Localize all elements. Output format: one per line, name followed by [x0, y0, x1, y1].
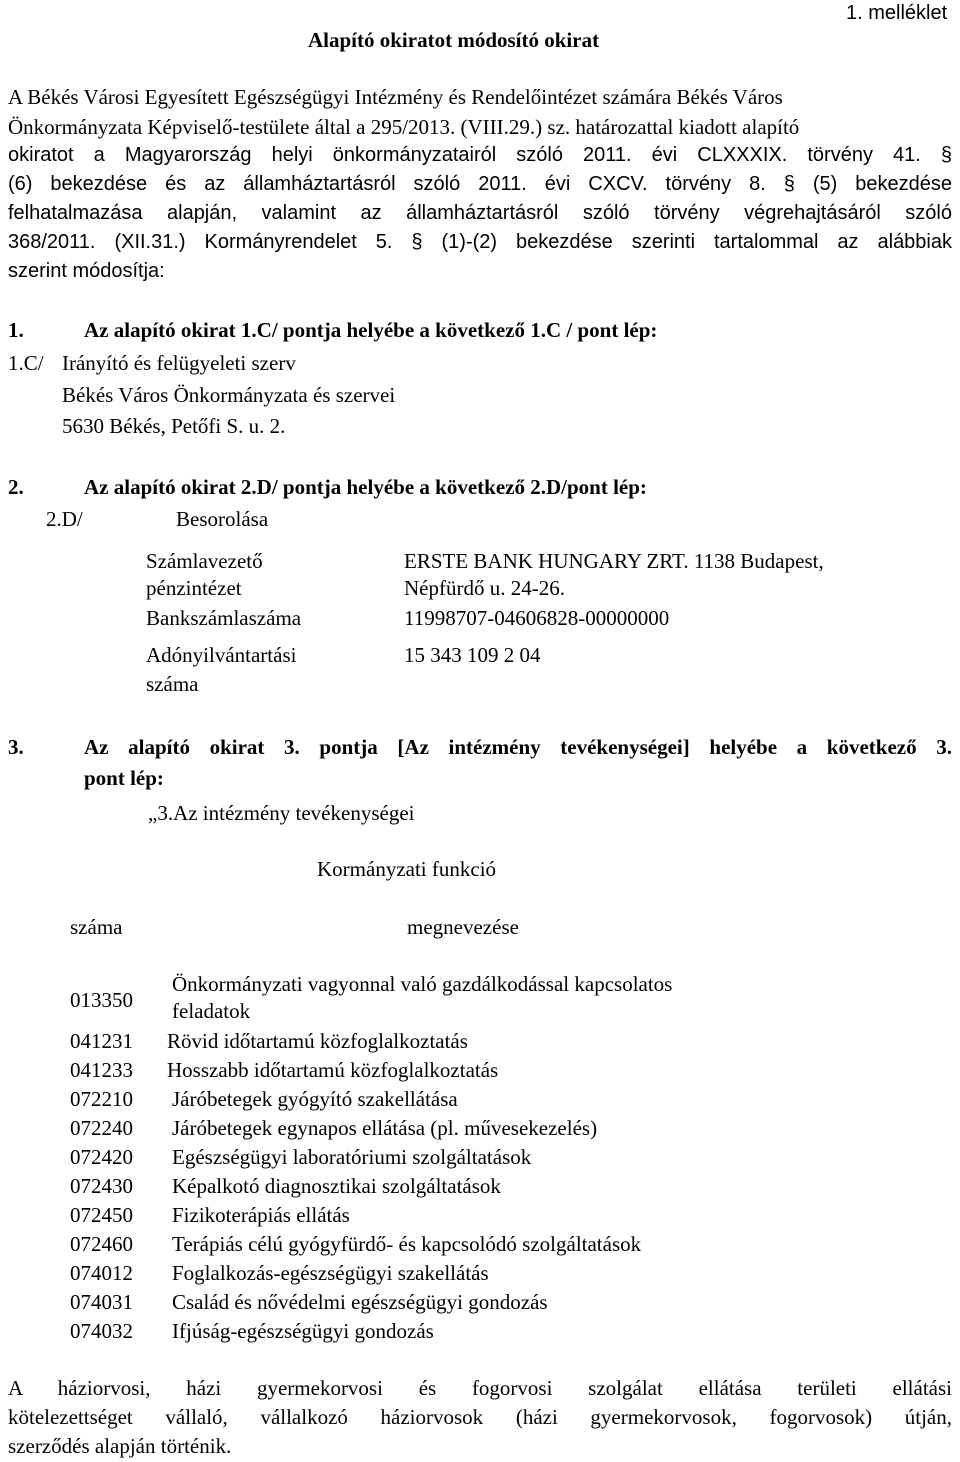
intro-line: 368/2011. (XII.31.) Kormányrendelet 5. § (1)-(2) bekezdése szerinti tartalommal az alábbiak	[8, 231, 952, 253]
function-name: Ifjúság-egészségügyi gondozás	[172, 1319, 434, 1343]
section-number: 2.	[8, 475, 24, 499]
item-code: 2.D/	[46, 507, 83, 531]
function-code: 041231	[70, 1029, 133, 1053]
intro-line: okiratot a Magyarország helyi önkormányzatairól szóló 2011. évi CLXXXIX. törvény 41. §	[8, 144, 952, 166]
table-header-name: megnevezése	[407, 915, 519, 939]
closing-line: kötelezettséget vállaló, vállalkozó háziorvosok (házi gyermekorvosok, fogorvosok) útján,	[8, 1405, 952, 1429]
intro-line: Önkormányzata Képviselő-testülete által a 295/2013. (VIII.29.) sz. határozattal kiadott alapító	[8, 115, 800, 139]
function-code: 074031	[70, 1290, 133, 1314]
section-heading: Az alapító okirat 2.D/ pontja helyébe a következő 2.D/pont lép:	[84, 475, 647, 499]
field-value: ERSTE BANK HUNGARY ZRT. 1138 Budapest,	[404, 549, 824, 573]
field-label: Számlavezető	[146, 549, 263, 573]
field-label: Adónyilvántartási	[146, 643, 297, 667]
intro-line: szerint módosítja:	[8, 260, 165, 282]
controlling-body-name: Békés Város Önkormányzata és szervei	[62, 383, 396, 407]
field-value: 15 343 109 2 04	[404, 643, 541, 667]
section-heading: Az alapító okirat 1.C/ pontja helyébe a következő 1.C / pont lép:	[84, 318, 658, 342]
field-value: Népfürdő u. 24-26.	[404, 576, 565, 600]
function-name: Foglalkozás-egészségügyi szakellátás	[172, 1261, 489, 1285]
section-heading: Az alapító okirat 3. pontja [Az intézmény tevékenységei] helyébe a következő 3.	[84, 735, 952, 759]
controlling-body-address: 5630 Békés, Petőfi S. u. 2.	[62, 414, 286, 438]
field-value: 11998707-04606828-00000000	[404, 606, 670, 630]
function-name: Fizikoterápiás ellátás	[172, 1203, 350, 1227]
closing-line: A háziorvosi, házi gyermekorvosi és fogorvosi szolgálat ellátása területi ellátási	[8, 1376, 952, 1400]
function-name: Önkormányzati vagyonnal való gazdálkodással kapcsolatos	[172, 972, 673, 996]
function-name: Család és nővédelmi egészségügyi gondozás	[172, 1290, 548, 1314]
item-title: Besorolása	[176, 507, 269, 531]
function-code: 072430	[70, 1174, 133, 1198]
function-code: 072240	[70, 1116, 133, 1140]
function-code: 041233	[70, 1058, 133, 1082]
function-name: feladatok	[172, 999, 251, 1023]
function-code: 072450	[70, 1203, 133, 1227]
function-code: 013350	[70, 988, 133, 1012]
table-header-code: száma	[70, 915, 123, 939]
function-name: Járóbetegek egynapos ellátása (pl. művesekezelés)	[172, 1116, 598, 1140]
intro-line: felhatalmazása alapján, valamint az államháztartásról szóló törvény végrehajtásáról szóló	[8, 202, 952, 224]
item-title: Irányító és felügyeleti szerv	[62, 351, 296, 375]
function-name: Járóbetegek gyógyító szakellátása	[172, 1087, 458, 1111]
document-title: Alapító okiratot módosító okirat	[308, 28, 600, 52]
function-name: Képalkotó diagnosztikai szolgáltatások	[172, 1174, 501, 1198]
field-label: Bankszámlaszáma	[146, 606, 302, 630]
function-code: 072420	[70, 1145, 133, 1169]
section-number: 3.	[8, 735, 24, 759]
function-code: 072460	[70, 1232, 133, 1256]
item-code: 1.C/	[8, 351, 44, 375]
section-heading: pont lép:	[84, 766, 164, 790]
function-name: Egészségügyi laboratóriumi szolgáltatások	[172, 1145, 532, 1169]
closing-line: szerződés alapján történik.	[8, 1434, 232, 1458]
section-number: 1.	[8, 318, 24, 342]
function-name: Rövid időtartamú közfoglalkoztatás	[167, 1029, 468, 1053]
intro-line: A Békés Városi Egyesített Egészségügyi Intézmény és Rendelőintézet számára Békés Város	[8, 85, 783, 109]
table-title: Kormányzati funkció	[317, 857, 497, 881]
field-label: száma	[146, 672, 199, 696]
annex-label: 1. melléklet	[846, 2, 948, 24]
intro-line: (6) bekezdése és az államháztartásról szóló 2011. évi CXCV. törvény 8. § (5) bekezdése	[8, 173, 952, 195]
function-name: Terápiás célú gyógyfürdő- és kapcsolódó szolgáltatások	[172, 1232, 642, 1256]
function-name: Hosszabb időtartamú közfoglalkoztatás	[167, 1058, 499, 1082]
function-code: 074012	[70, 1261, 133, 1285]
function-code: 072210	[70, 1087, 133, 1111]
quoted-title: „3.Az intézmény tevékenységei	[148, 801, 415, 825]
field-label: pénzintézet	[146, 576, 242, 600]
function-code: 074032	[70, 1319, 133, 1343]
